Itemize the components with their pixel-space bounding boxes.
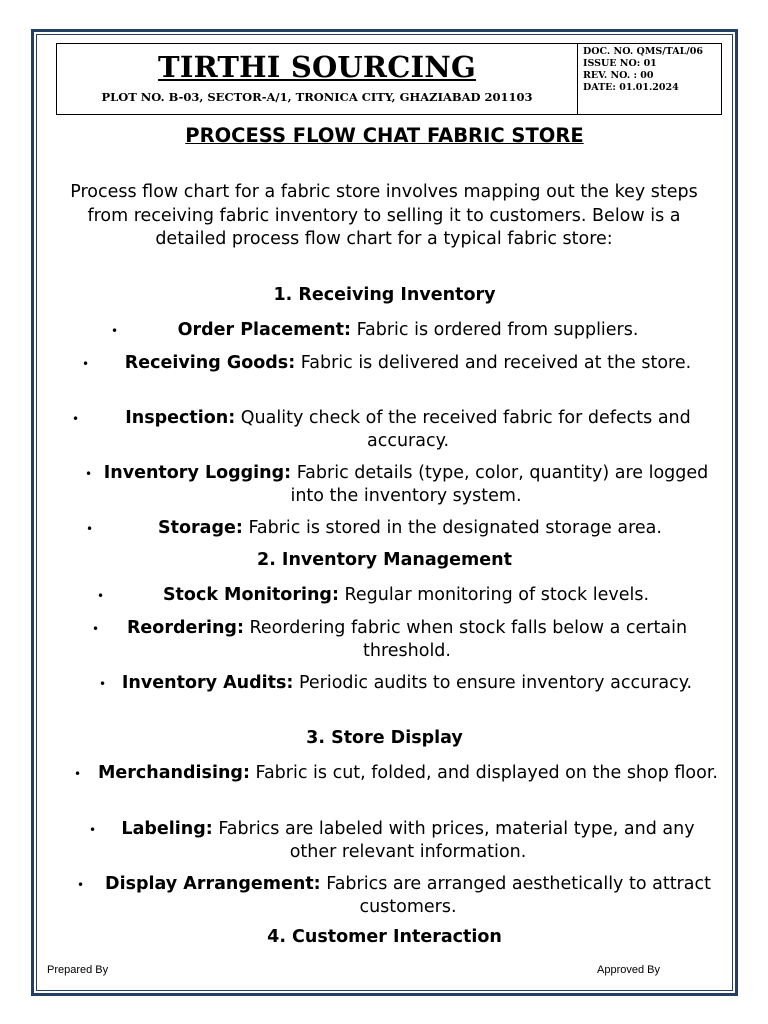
- bullet-icon: •: [77, 878, 85, 892]
- section-heading: 2. Inventory Management: [257, 550, 512, 570]
- intro-paragraph: Process flow chart for a fabric store involves mapping out the key steps from receiving fabric inventory to selling it to customers. Below is a detailed process flow chart for a typical fabric store:: [70, 182, 698, 249]
- list-item: [113, 672, 701, 695]
- bullet-icon: •: [82, 357, 90, 371]
- list-item: [86, 407, 730, 453]
- header-company-block: [57, 44, 578, 114]
- revision-number: REV. NO. : 00: [583, 70, 654, 81]
- section-heading: 3. Store Display: [306, 728, 463, 748]
- item-term: Order Placement:: [177, 320, 351, 340]
- item-term: Display Arrangement:: [105, 874, 321, 894]
- list-item: [124, 319, 692, 342]
- item-text: Fabric is stored in the designated storage area.: [242, 518, 662, 538]
- bullet-icon: •: [97, 589, 105, 603]
- list-item: [100, 517, 720, 540]
- item-term: Merchandising:: [98, 763, 250, 783]
- section-heading: 4. Customer Interaction: [267, 927, 502, 947]
- item-term: Inspection:: [125, 408, 236, 428]
- company-address: PLOT NO. B-03, SECTOR-A/1, TRONICA CITY, GHAZIABAD 201103: [101, 90, 533, 104]
- item-text: Fabrics are labeled with prices, material type, and any other relevant information.: [212, 819, 695, 862]
- item-text: Quality check of the received fabric for defects and accuracy.: [235, 408, 691, 451]
- issue-number: ISSUE NO: 01: [583, 58, 657, 69]
- bullet-icon: •: [99, 677, 107, 691]
- item-term: Inventory Logging:: [103, 463, 292, 483]
- item-term: Reordering:: [126, 618, 244, 638]
- section-heading: 1. Receiving Inventory: [273, 285, 496, 305]
- list-item: [91, 873, 725, 919]
- document-header: [56, 43, 722, 115]
- bullet-icon: •: [89, 823, 97, 837]
- item-text: Periodic audits to ensure inventory accuracy.: [293, 673, 693, 693]
- bullet-icon: •: [111, 324, 119, 338]
- item-text: Fabric is delivered and received at the store.: [295, 353, 692, 373]
- list-item: [88, 762, 728, 785]
- list-item: [103, 818, 713, 864]
- list-item: [99, 462, 713, 508]
- approved-by-label: Approved By: [597, 964, 660, 976]
- item-text: Fabric details (type, color, quantity) are logged into the inventory system.: [290, 463, 709, 506]
- item-text: Fabrics are arranged aesthetically to attract customers.: [320, 874, 711, 917]
- bullet-icon: •: [74, 767, 82, 781]
- item-text: Fabric is cut, folded, and displayed on the shop floor.: [249, 763, 718, 783]
- list-item: [111, 584, 701, 607]
- bullet-icon: •: [86, 522, 94, 536]
- page-title: PROCESS FLOW CHAT FABRIC STORE: [185, 124, 584, 147]
- bullet-icon: •: [92, 622, 100, 636]
- list-item: [96, 352, 720, 375]
- item-term: Receiving Goods:: [124, 353, 296, 373]
- item-term: Storage:: [158, 518, 243, 538]
- list-item: [106, 617, 708, 663]
- item-term: Labeling:: [121, 819, 213, 839]
- item-text: Regular monitoring of stock levels.: [338, 585, 650, 605]
- company-name: TIRTHI SOURCING: [158, 50, 476, 84]
- document-control-block: [583, 46, 721, 94]
- item-text: Fabric is ordered from suppliers.: [351, 320, 639, 340]
- item-term: Inventory Audits:: [121, 673, 294, 693]
- bullet-icon: •: [85, 467, 93, 481]
- item-term: Stock Monitoring:: [162, 585, 339, 605]
- item-text: Reordering fabric when stock falls below a certain threshold.: [243, 618, 688, 661]
- bullet-icon: •: [72, 412, 80, 426]
- doc-number: DOC. NO. QMS/TAL/06: [583, 46, 703, 57]
- prepared-by-label: Prepared By: [47, 964, 109, 976]
- document-date: DATE: 01.01.2024: [583, 82, 679, 93]
